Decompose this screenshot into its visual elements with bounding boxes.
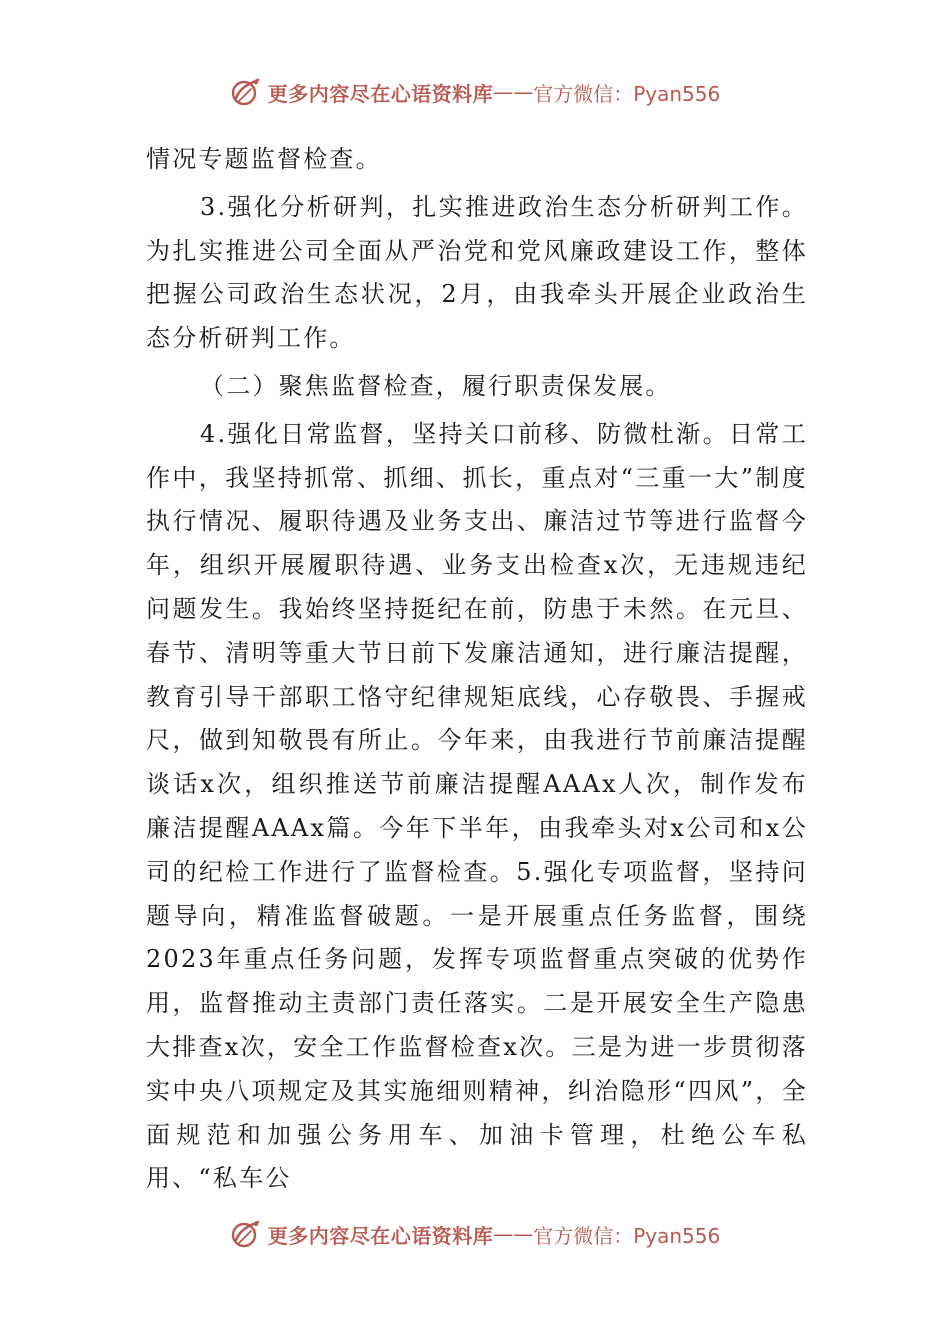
watermark-separator: —— bbox=[493, 1222, 534, 1246]
watermark-brand: 更多内容尽在心语资料库 bbox=[267, 81, 494, 106]
brand-logo-icon bbox=[230, 76, 262, 108]
brand-logo-icon bbox=[230, 1218, 262, 1250]
header-watermark bbox=[0, 72, 950, 112]
paragraph-analysis: 3.强化分析研判，扎实推进政治生态分析研判工作。为扎实推进公司全面从严治党和党风廉政建设工作，整体把握公司政治生态状况，2月，由我牵头开展企业政治生态分析研判工作。 bbox=[146, 192, 808, 353]
paragraph-supervision: 4.强化日常监督，坚持关口前移、防微杜渐。日常工作中，我坚持抓常、抓细、抓长，重点对“三重一大”制度执行情况、履职待遇及业务支出、廉洁过节等进行监督今年，组织开展履职待遇、业务支出检查x次，无违规违纪问题发生。我始终坚持挺纪在前，防患于未然。在元旦、春节、清明等重大节日前下发廉洁通知，进行廉洁提醒，教育引导干部职工恪守纪律规矩底线，心存敬畏、手握戒尺，做到知敬畏有所止。今年来，由我进行节前廉洁提醒谈话x次，组织推送节前廉洁提醒AAAx人次，制作发布廉洁提醒AAAx篇。今年下半年，由我牵头对x公司和x公司的纪检工作进行了监督检查。5.强化专项监督，坚持问题导向，精准监督破题。一是开展重点任务监督，围绕2023年重点任务问题，发挥专项监督重点突破的优势作用，监督推动主责部门责任落实。二是开展安全生产隐患大排查x次，安全工作监督检查x次。三是为进一步贯彻落实中央八项规定及其实施细则精神，纠治隐形“四风”，全面规范和加强公务用车、加油卡管理，杜绝公车私用、“私车公 bbox=[146, 419, 808, 1193]
watermark-contact: 官方微信：Pyan556 bbox=[533, 1223, 721, 1248]
watermark-separator: —— bbox=[493, 80, 534, 104]
watermark-contact: 官方微信：Pyan556 bbox=[533, 81, 721, 106]
paragraph-continuation: 情况专题监督检查。 bbox=[146, 145, 382, 173]
section-heading: （二）聚焦监督检查，履行职责保发展。 bbox=[200, 371, 672, 400]
document-body bbox=[146, 138, 808, 1205]
watermark-brand: 更多内容尽在心语资料库 bbox=[267, 1223, 494, 1248]
footer-watermark bbox=[0, 1214, 950, 1254]
